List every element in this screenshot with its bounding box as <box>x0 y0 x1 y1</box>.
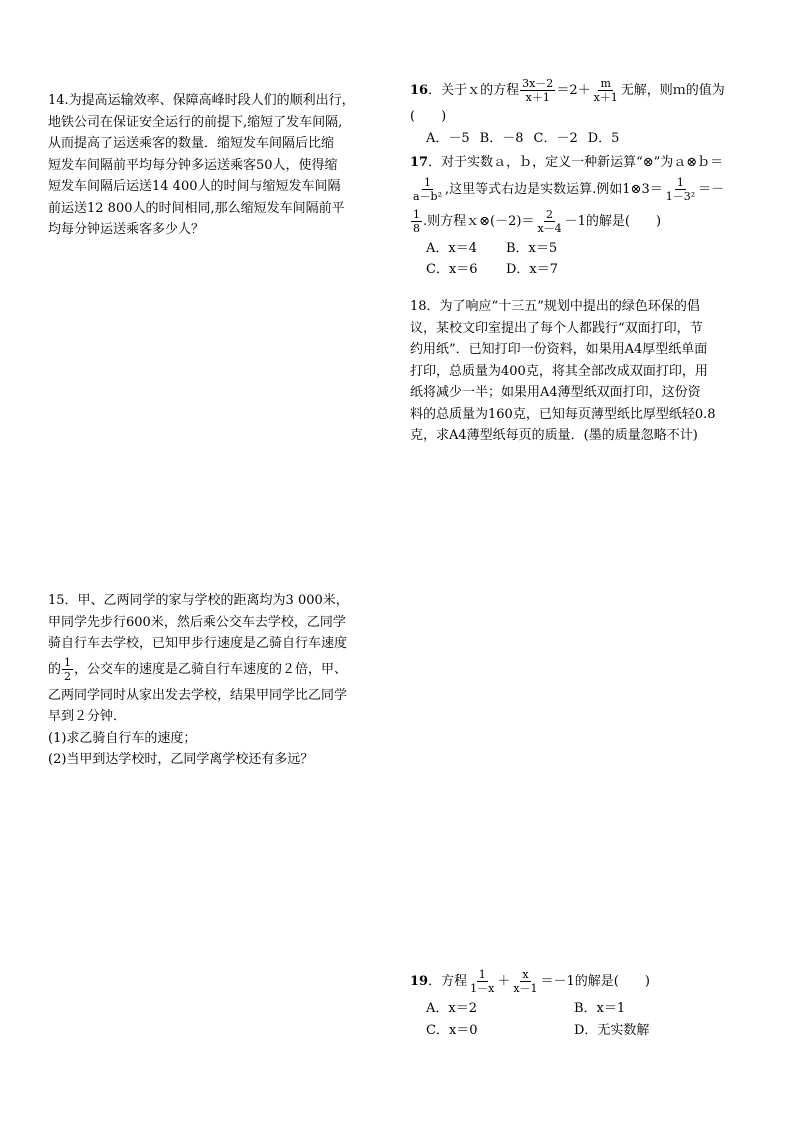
frac-denominator: x－1 <box>513 982 538 995</box>
q15-line: 甲同学先步行600米，然后乘公交车去学校，乙同学 <box>48 614 346 630</box>
q14-line: 前运送12 800人的时间相同,那么缩短发车间隔前平 <box>48 200 345 216</box>
fraction <box>411 208 422 235</box>
q16-options <box>410 128 780 150</box>
q15-fraction-line <box>48 655 393 685</box>
fraction <box>520 77 555 104</box>
question-14 <box>48 90 393 241</box>
q17-number: 17 <box>410 155 429 170</box>
q19-options-row-1 <box>410 998 780 1020</box>
q14-line: 地铁公司在保证安全运行的前提下,缩短了发车间隔, <box>48 114 343 130</box>
q17-line-3 <box>410 206 780 238</box>
frac-denominator: 1－x <box>470 982 495 995</box>
frac-denominator: 1－3² <box>665 189 696 203</box>
q18-line: 约用纸”．已知打印一份资料，如果用A4厚型纸单面 <box>410 342 708 357</box>
q15-line: 早到２分钟． <box>48 709 127 724</box>
frac-denominator: x＋1 <box>525 91 550 104</box>
q18-line: 议，某校文印室提出了每个人都践行“双面打印，节 <box>410 320 703 336</box>
q14-line: 从而提高了运送乘客的数量．缩短发车间隔后比缩 <box>48 136 335 151</box>
frac-denominator: x＋1 <box>593 91 618 104</box>
q16-post: 无解，则ｍ的值为 <box>620 83 725 98</box>
option-b: B．x＝5 <box>506 240 558 256</box>
fraction <box>411 176 444 203</box>
q19-post: ＝－1的解是( ) <box>540 974 650 989</box>
question-15 <box>48 590 393 771</box>
q18-line: 打印，总质量为400克，将其全部改成双面打印，用 <box>410 363 708 379</box>
option-b: B．－8 <box>479 130 524 146</box>
frac-denominator: a－b² <box>413 189 443 203</box>
option-d: D．无实数解 <box>574 1022 650 1038</box>
fraction-one-half <box>62 656 73 683</box>
q15-line: 15．甲、乙两同学的家与学校的距离均为3 000米， <box>48 593 349 608</box>
frac-numerator: 1 <box>413 207 420 221</box>
q17-text: ,这里等式右边是实数运算.例如1⊗3＝ <box>445 181 663 197</box>
q18-line: 18．为了响应“十三五”规划中提出的绿色环保的倡 <box>410 299 700 314</box>
option-a: A．x＝4 <box>426 240 477 256</box>
frac-numerator: 1 <box>478 968 486 981</box>
q17-text: ＝－ <box>698 181 725 197</box>
q16-mid: ＝2＋ <box>556 83 591 98</box>
q18-line: 克，求A4薄型纸每页的质量．(墨的质量忽略不计) <box>410 428 698 443</box>
option-a: A．－5 <box>426 130 470 146</box>
q19-stem <box>410 966 780 998</box>
option-c: C．－2 <box>533 130 578 146</box>
q19-pre: ．方程 <box>428 974 468 989</box>
q17-options-row-2 <box>410 259 780 281</box>
q15-subquestion-1: (1)求乙骑自行车的速度； <box>48 730 197 746</box>
frac-numerator: 1 <box>64 655 72 669</box>
q14-line: 短发车间隔前平均每分钟多运送乘客50人，使得缩 <box>48 157 338 173</box>
frac-denominator: x－4 <box>537 221 562 235</box>
frac-numerator: 2 <box>546 207 554 221</box>
q15-subquestion-2: (2)当甲到达学校时，乙同学离学校还有多远？ <box>48 752 314 767</box>
q14-line: 均每分钟运送乘客多少人？ <box>48 222 205 237</box>
q15-line: 乙两同学同时从家出发去学校，结果甲同学比乙同学 <box>48 687 348 703</box>
q18-line: 料的总质量为160克，已知每页薄型纸比厚型纸轻0.8 <box>410 406 716 422</box>
frac-denominator: 8 <box>413 221 420 235</box>
frac-numerator: 3x－2 <box>522 77 554 90</box>
q16-pre: ．关于ｘ的方程 <box>428 83 520 98</box>
q17-text: .则方程ｘ⊗(－2)＝ <box>423 213 535 229</box>
question-19 <box>410 966 780 1041</box>
q19-options-row-2 <box>410 1020 780 1042</box>
option-d: D．x＝7 <box>506 262 559 277</box>
option-d: D．5 <box>587 130 620 146</box>
q18-line: 纸将减少一半；如果用A4薄型纸双面打印，这份资 <box>410 385 701 400</box>
option-b: B．x＝1 <box>574 1001 626 1016</box>
fraction <box>511 968 539 995</box>
question-18 <box>410 296 780 447</box>
frac-numerator: 1 <box>424 175 431 189</box>
option-c: C．x＝0 <box>426 1022 478 1038</box>
q17-text: ．对于实数ａ，ｂ，定义一种新运算“⊗”为ａ⊗ｂ＝ <box>428 155 724 170</box>
q17-options-row-1 <box>410 238 780 260</box>
q16-stem <box>410 76 780 106</box>
frac-numerator: x <box>522 968 529 981</box>
q14-line: 短发车间隔后运送14 400人的时间与缩短发车间隔 <box>48 179 341 194</box>
q17-text: －1的解是( ) <box>564 213 662 229</box>
option-a: A．x＝2 <box>426 1001 477 1016</box>
q14-line: 14.为提高运输效率、保障高峰时段人们的顺利出行， <box>48 93 355 108</box>
q17-line-1 <box>410 152 780 174</box>
option-c: C．x＝6 <box>426 262 478 277</box>
q19-number: 19 <box>410 974 429 989</box>
q15-line: 骑自行车去学校，已知甲步行速度是乙骑自行车速度 <box>48 636 348 651</box>
question-17 <box>410 152 780 281</box>
frac-denominator: 2 <box>64 669 72 683</box>
fraction <box>592 77 620 104</box>
q19-plus: ＋ <box>497 974 511 989</box>
q16-number: 16 <box>410 83 429 98</box>
q15-frac-pre: 的 <box>48 661 62 677</box>
frac-numerator: 1 <box>676 175 684 189</box>
fraction <box>535 208 563 235</box>
answer-paren: ( ) <box>410 109 447 124</box>
q17-line-2 <box>410 174 780 206</box>
q15-frac-post: ，公交车的速度是乙骑自行车速度的２倍，甲、 <box>74 661 348 677</box>
frac-numerator: m <box>600 77 611 90</box>
fraction <box>468 968 496 995</box>
question-16 <box>410 76 780 149</box>
fraction <box>664 176 697 203</box>
